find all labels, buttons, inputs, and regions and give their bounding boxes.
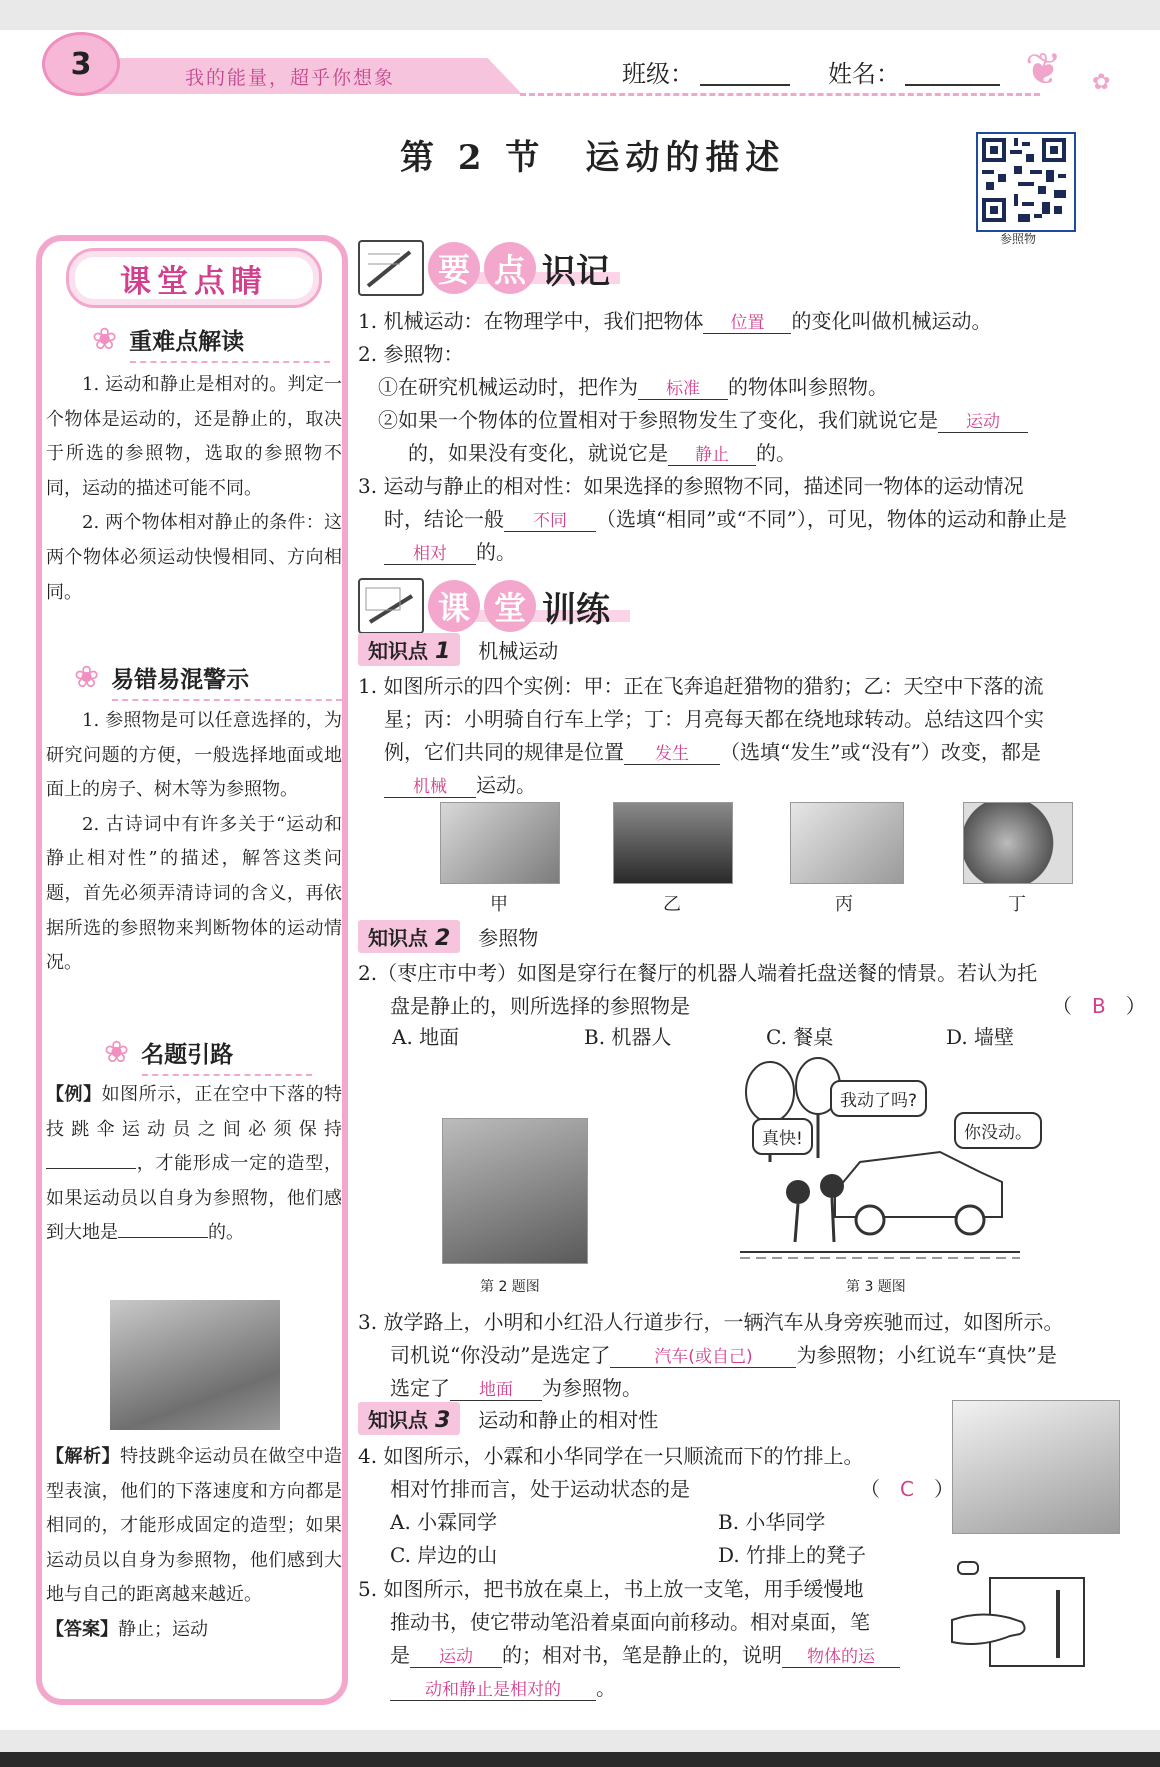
subheading-label: 重难点解读 — [129, 329, 245, 355]
example-part-c: 的。 — [208, 1222, 244, 1244]
memo-line-6: 3. 运动与静止的相对性：如果选择的参照物不同，描述同一物体的运动情况 — [358, 474, 1024, 498]
cheetah-photo — [440, 802, 560, 884]
q2-option-a: A. 地面 — [392, 1025, 460, 1049]
answer-blank: 发生 — [624, 739, 720, 765]
caption-yi: 乙 — [663, 894, 681, 915]
analysis-tag: 【解析】 — [46, 1446, 121, 1467]
example-part-a: 如图所示，正在空中下落的特技跳伞运动员之间必须保持 — [46, 1084, 343, 1140]
sidebar-heading: 课堂点睛 — [66, 248, 322, 308]
speech-bubble-you-didnt-move: 你没动。 — [954, 1112, 1042, 1149]
answer-blank: 不同 — [504, 506, 596, 532]
section-heading-practice — [358, 578, 610, 634]
example-blank-2 — [118, 1219, 208, 1238]
answer-blank: 静止 — [668, 440, 756, 466]
writing-hand-icon — [358, 578, 424, 634]
q2-line-2: 盘是静止的，则所选择的参照物是 — [390, 994, 690, 1018]
answer-blank: 相对 — [384, 539, 476, 565]
speech-bubble-so-fast: 真快! — [752, 1118, 813, 1155]
warning-2: 2. 古诗词中有许多关于“运动和静止相对性”的描述，解答这类问题，首先必须弄清诗词的含义，再依据所选的参照物来判断物体的运动情况。 — [46, 813, 342, 974]
q3-line-2: 司机说“你没动”是选定了 汽车(或自己) 为参照物；小红说车“真快”是 — [390, 1343, 1057, 1367]
memo-line-4: ②如果一个物体的位置相对于参照物发生了变化，我们就说它是 运动 — [378, 404, 1028, 433]
meteor-photo — [613, 802, 733, 884]
analysis-body: 特技跳伞运动员在做空中造型表演，他们的下落速度和方向都是相同的，才能形成固定的造型；如果运动员以自身为参照物，他们感到大地与自己的距离越来越近。 — [46, 1446, 343, 1606]
key-point-1: 1. 运动和静止是相对的。判定一个物体是运动的，还是静止的，取决于所选的参照物，选取的参照物不同，运动的描述可能不同。 — [46, 374, 342, 499]
notebook-pencil-icon — [358, 240, 424, 296]
q4-option-d: D. 竹排上的凳子 — [718, 1543, 867, 1567]
answer-blank: 机械 — [384, 772, 476, 798]
answer-blank: 汽车(或自己) — [610, 1342, 796, 1368]
knowledge-point-1 — [358, 633, 558, 666]
q5-line-2: 推动书，使它带动笔沿着桌面向前移动。相对桌面，笔 — [390, 1610, 870, 1634]
example-blank-1 — [46, 1150, 136, 1169]
q2-line-1: 2.（枣庄市中考）如图是穿行在餐厅的机器人端着托盘送餐的情景。若认为托 — [358, 961, 1038, 985]
q4-option-a: A. 小霖同学 — [390, 1510, 498, 1534]
memo-line-7: 时，结论一般 不同 （选填“相同”或“不同”），可见，物体的运动和静止是 — [384, 507, 1067, 531]
example-tag: 【例】 — [46, 1084, 102, 1105]
section-heading-memorize — [358, 240, 610, 296]
q2-option-b: B. 机器人 — [584, 1025, 672, 1049]
answer-blank: 位置 — [703, 308, 791, 334]
header-dash-line — [520, 93, 1040, 96]
earth-moon-photo — [963, 802, 1073, 884]
kp-name: 运动和静止的相对性 — [478, 1408, 659, 1432]
q4-line-1: 4. 如图所示，小霖和小华同学在一只顺流而下的竹排上。 — [358, 1444, 864, 1468]
figure-2-caption: 第 2 题图 — [480, 1279, 540, 1295]
kp-name: 机械运动 — [478, 639, 559, 663]
heading-pill: 堂 — [484, 580, 536, 632]
q2-option-d: D. 墙壁 — [946, 1025, 1015, 1049]
example-part-b: ，才能形成一定的造型，如果运动员以自身为参照物，他们感到大地是 — [46, 1153, 342, 1244]
answer-blank: 地面 — [450, 1375, 542, 1401]
q1-line-3: 例，它们共同的规律是位置 发生 （选填“发生”或“没有”）改变，都是 — [384, 740, 1041, 764]
memo-line-2: 2. 参照物： — [358, 342, 464, 366]
caption-bing: 丙 — [835, 894, 853, 915]
key-point-2: 2. 两个物体相对静止的条件：这两个物体必须运动快慢相同、方向相同。 — [46, 512, 342, 603]
flourish-icon: ❦ — [1025, 44, 1062, 95]
answer-blank: 运动 — [938, 407, 1028, 433]
choice-answer: B — [1092, 994, 1106, 1018]
skydivers-photo — [110, 1300, 280, 1430]
q5-line-1: 5. 如图所示，把书放在桌上，书上放一支笔，用手缓慢地 — [358, 1577, 864, 1601]
subheading-key-points — [92, 322, 244, 357]
q4-line-2: 相对竹排而言，处于运动状态的是 — [390, 1477, 690, 1501]
heading-pill: 点 — [484, 242, 536, 294]
heading-pill: 课 — [428, 580, 480, 632]
bamboo-raft-drawing — [952, 1400, 1120, 1534]
warnings-text — [46, 704, 342, 981]
key-points-text — [46, 368, 342, 610]
warning-1: 1. 参照物是可以任意选择的，为研究问题的方便，一般选择地面或地面上的房子、树木等为参照物。 — [46, 710, 342, 801]
q3-line-3: 选定了 地面 为参照物。 — [390, 1376, 642, 1400]
memo-line-5: 的，如果没有变化，就说它是 静止 的。 — [408, 441, 796, 465]
page-number: 3 — [42, 32, 120, 96]
q2-answer: （ B ） — [1052, 994, 1146, 1018]
q4-answer: （ C ） — [860, 1477, 954, 1501]
caption-jia: 甲 — [490, 894, 508, 915]
memo-line-3: ①在研究机械运动时，把作为 标准 的物体叫参照物。 — [378, 375, 888, 399]
analysis-text — [46, 1440, 342, 1648]
cyclist-photo — [790, 802, 904, 884]
heading-rest: 识记 — [542, 251, 610, 292]
heading-pill: 要 — [428, 242, 480, 294]
q5-line-4: 动和静止是相对的 。 — [390, 1672, 616, 1701]
slogan: 我的能量，超乎你想象 — [185, 67, 396, 89]
name-blank — [905, 84, 1000, 86]
robot-waiter-photo — [442, 1118, 588, 1264]
q4-option-c: C. 岸边的山 — [390, 1543, 498, 1567]
subheading-example — [104, 1035, 233, 1070]
answer-blank: 标准 — [638, 374, 728, 400]
q4-option-b: B. 小华同学 — [718, 1510, 826, 1534]
q1-line-2: 星；丙：小明骑自行车上学；丁：月亮每天都在绕地球转动。总结这四个实 — [384, 707, 1044, 731]
q3-line-1: 3. 放学路上，小明和小红沿人行道步行，一辆汽车从身旁疾驰而过，如图所示。 — [358, 1310, 1064, 1334]
subheading-label: 名题引路 — [141, 1042, 234, 1068]
answer-body: 静止；运动 — [118, 1618, 208, 1640]
class-label: 班级： — [622, 60, 694, 88]
kp-name: 参照物 — [478, 926, 539, 950]
page-title: 第 2 节 运动的描述 — [400, 138, 786, 178]
q1-line-1: 1. 如图所示的四个实例：甲：正在飞奔追赶猎物的猎豹；乙：天空中下落的流 — [358, 674, 1044, 698]
figure-3-caption: 第 3 题图 — [846, 1279, 906, 1295]
qr-caption: 参照物 — [1000, 232, 1037, 246]
answer-blank: 物体的运 — [782, 1642, 900, 1668]
class-blank — [700, 84, 790, 86]
subheading-label: 易错易混警示 — [111, 667, 250, 693]
knowledge-point-2 — [358, 920, 538, 953]
q5-line-3: 是 运动 的；相对书，笔是静止的，说明 物体的运 — [390, 1639, 900, 1668]
name-label: 姓名： — [828, 60, 900, 88]
memo-line-1: 1. 机械运动：在物理学中，我们把物体 位置 的变化叫做机械运动。 — [358, 309, 992, 333]
knowledge-point-3 — [358, 1402, 658, 1435]
butterfly-icon: ❀ — [104, 1035, 130, 1070]
answer-tag: 【答案】 — [46, 1618, 118, 1640]
subheading-warnings — [74, 660, 249, 695]
answer-blank: 运动 — [410, 1642, 502, 1668]
q1-line-4: 机械 运动。 — [384, 769, 536, 798]
qr-code[interactable] — [976, 132, 1076, 232]
speech-bubble-did-i-move: 我动了吗? — [830, 1080, 927, 1117]
qr-code-icon — [978, 134, 1070, 226]
caption-ding: 丁 — [1008, 894, 1026, 915]
choice-answer: C — [900, 1477, 914, 1501]
kp-tag: 知识点 3 — [358, 1402, 460, 1435]
flower-icon: ✿ — [1092, 70, 1111, 95]
butterfly-icon: ❀ — [92, 322, 118, 357]
answer-blank: 动和静止是相对的 — [390, 1675, 596, 1701]
heading-rest: 训练 — [542, 589, 610, 630]
example-text — [46, 1078, 342, 1251]
kp-tag: 知识点 1 — [358, 633, 460, 666]
butterfly-icon: ❀ — [74, 660, 100, 695]
hand-book-pen-drawing — [950, 1560, 1090, 1670]
kp-tag: 知识点 2 — [358, 920, 460, 953]
q2-option-c: C. 餐桌 — [766, 1025, 834, 1049]
bottom-bar — [0, 1752, 1160, 1767]
memo-line-8: 相对 的。 — [384, 536, 516, 565]
